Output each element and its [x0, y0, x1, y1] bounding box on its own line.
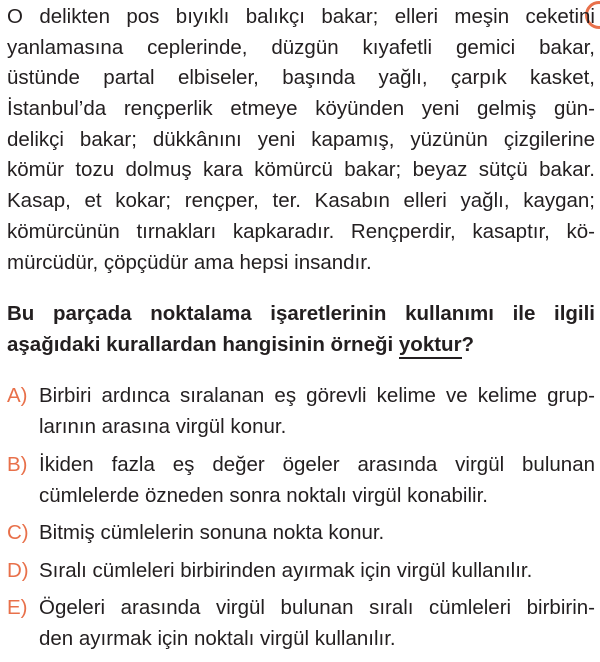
option-c[interactable]	[7, 517, 595, 548]
option-letter: B)	[7, 452, 28, 476]
question-line	[7, 329, 595, 360]
passage-line: kömürcünün tırnakları kapkaradır. Rençperdir, kasaptır, kö-	[7, 219, 595, 243]
option-text: Bitmiş cümlelerin sonuna nokta konur.	[39, 521, 385, 544]
question-mark: ?	[461, 333, 475, 356]
passage-line: Kasap, et kokar; rençper, ter. Kasabın elleri yağlı, kaygan;	[7, 189, 595, 213]
option-text: Ögeleri arasında virgül bulunan sıralı cümleleri birbirin-	[39, 596, 595, 619]
option-text: Sıralı cümleleri birbirinden ayırmak için virgül kullanılır.	[39, 558, 533, 582]
option-b[interactable]	[7, 449, 595, 511]
answer-options	[7, 380, 595, 661]
option-text: larının arasına virgül konur.	[39, 415, 287, 438]
question-line: Bu parçada noktalama işaretlerinin kullanımı ile ilgili	[7, 302, 595, 325]
option-text: den ayırmak için noktalı virgül kullanılır.	[39, 627, 396, 650]
option-e[interactable]	[7, 592, 595, 654]
passage-line: mürcüdür, çöpçüdür ama hepsi insandır.	[7, 250, 372, 274]
option-letter: E)	[7, 596, 28, 619]
option-text: İkiden fazla eş değer ögeler arasında virgül bulunan	[39, 452, 595, 476]
passage-line: kömür tozu dolmuş kara kömürcü bakar; beyaz sütçü bakar.	[7, 158, 595, 182]
passage-line: O delikten pos bıyıklı balıkçı bakar; elleri meşin ceketini	[7, 5, 595, 28]
option-letter: D)	[7, 558, 29, 582]
option-d[interactable]	[7, 555, 595, 586]
option-a[interactable]	[7, 380, 595, 442]
reading-passage	[7, 2, 595, 278]
question-text: aşağıdaki kurallardan hangisinin örneği	[7, 333, 399, 356]
emphasized-word: yoktur	[399, 332, 462, 359]
option-letter: A)	[7, 384, 28, 407]
passage-line: İstanbul’da rençperlik etmeye köyünden yeni gelmiş gün-	[7, 97, 595, 121]
question-stem	[7, 298, 595, 360]
passage-line: yanlamasına ceplerinde, düzgün kıyafetli gemici bakar,	[7, 35, 595, 59]
option-text: cümlelerde özneden sonra noktalı virgül konabilir.	[39, 483, 488, 507]
passage-line: üstünde partal elbiseler, başında yağlı, çarpık kasket,	[7, 66, 595, 90]
option-letter: C)	[7, 521, 29, 544]
option-text: Birbiri ardınca sıralanan eş görevli kelime ve kelime grup-	[39, 384, 595, 407]
passage-line: delikçi bakar; dükkânını yeni kapamış, yüzünün çizgilerine	[7, 127, 595, 151]
